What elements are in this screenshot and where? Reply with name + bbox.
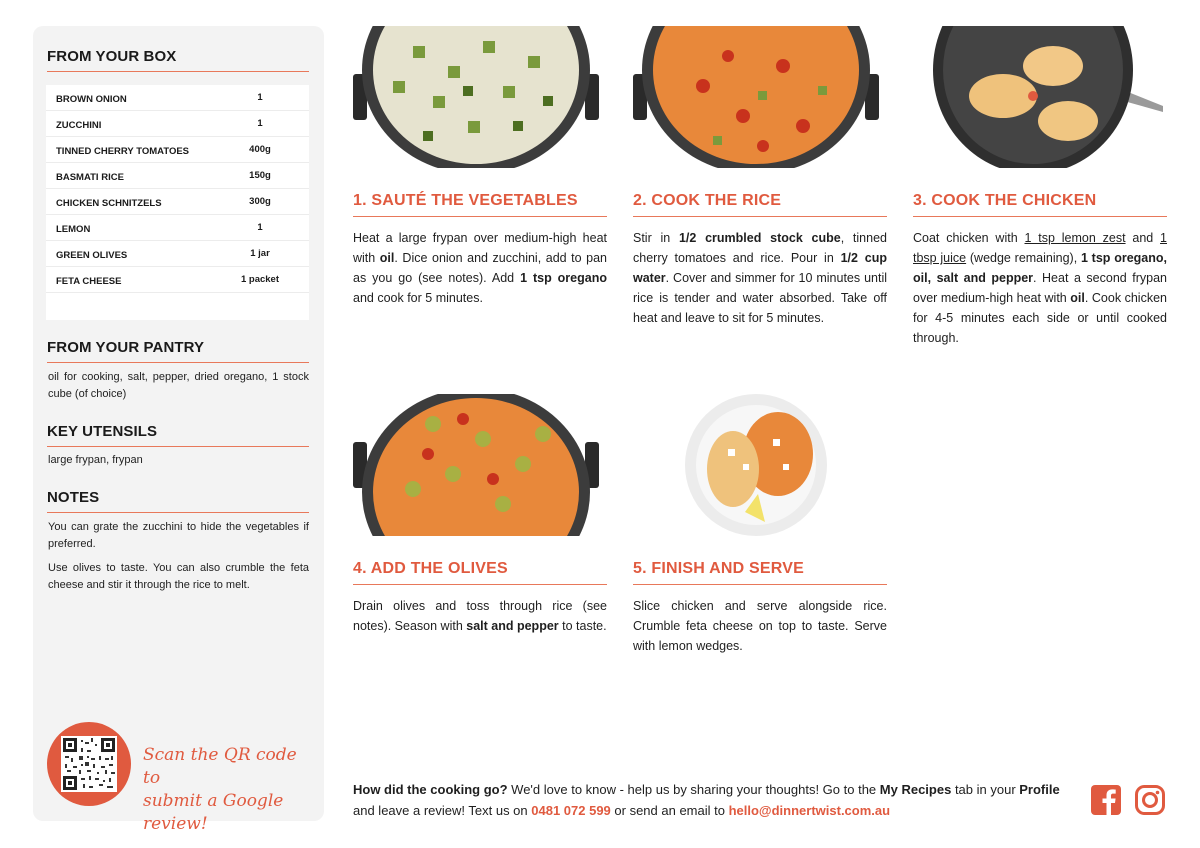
note-text: Use olives to taste. You can also crumble the feta cheese and stir it through the rice to melt. (48, 562, 309, 591)
contact-link[interactable]: hello@dinnertwist.com.au (728, 803, 891, 818)
bold-text: How did the cooking go? (353, 782, 508, 797)
step-3-title: 3. COOK THE CHICKEN (913, 192, 1097, 209)
table-row (46, 111, 309, 137)
text-segment: and leave a review! Text us on (353, 803, 532, 818)
bold-text: 1 tsp oregano (520, 271, 607, 285)
step-1-body (353, 228, 607, 308)
underlined-text: 1 tsp lemon zest (1024, 231, 1126, 245)
bold-text: oil (379, 251, 395, 265)
ingredient-name: BASMATI RICE (56, 172, 124, 183)
table-row (46, 267, 309, 293)
ingredient-qty: 1 (257, 118, 263, 129)
ingredient-qty: 1 (257, 222, 263, 233)
text-segment: Coat chicken with (913, 231, 1025, 245)
ingredient-qty: 150g (249, 170, 271, 181)
bold-text: My Recipes (879, 782, 952, 797)
underlined-text: 1 tbsp juice (913, 231, 1167, 265)
ingredient-name: CHICKEN SCHNITZELS (56, 198, 162, 209)
text-segment: or send an email to (610, 803, 729, 818)
text-segment: . Dice onion and zucchini, add to pan as you go (see notes). Add (353, 251, 608, 285)
qr-caption (143, 744, 313, 836)
bold-text: Profile (1019, 782, 1060, 797)
from-your-box-heading: FROM YOUR BOX (47, 48, 177, 65)
text-segment: and (1125, 231, 1161, 245)
step-1-title: 1. SAUTÉ THE VEGETABLES (353, 192, 578, 209)
step-4-photo (353, 394, 607, 536)
step-rule (633, 584, 887, 585)
step-2-body (633, 228, 887, 328)
from-your-pantry-heading: FROM YOUR PANTRY (47, 339, 205, 356)
table-row (46, 189, 309, 215)
box-ingredients-table (46, 85, 309, 320)
step-rule (633, 216, 887, 217)
step-4-body (353, 596, 607, 636)
heading-rule (47, 71, 309, 72)
step-5-title: 5. FINISH AND SERVE (633, 560, 804, 577)
bold-text: 1/2 cup water (633, 251, 887, 285)
text-segment: . Cook chicken for 4-5 minutes each side or until cooked through. (913, 291, 1167, 345)
ingredient-qty: 400g (249, 144, 271, 155)
step-rule (353, 584, 607, 585)
step-3-photo (913, 26, 1167, 168)
step-rule (353, 216, 607, 217)
ingredient-name: LEMON (56, 224, 91, 235)
step-2-title: 2. COOK THE RICE (633, 192, 782, 209)
text-segment: Slice chicken and serve alongside rice. Crumble feta cheese on top to taste. Serve with lemon wedges. (633, 599, 887, 653)
text-segment: to taste. (558, 619, 607, 633)
table-row (46, 137, 309, 163)
step-1-photo (353, 26, 607, 168)
ingredient-name: TINNED CHERRY TOMATOES (56, 146, 190, 157)
feedback-footer (353, 779, 1073, 821)
ingredient-qty: 300g (249, 196, 271, 207)
text-segment: Drain olives and toss through rice (see notes). Season with (353, 599, 607, 633)
note-text: You can grate the zucchini to hide the vegetables if preferred. (48, 521, 309, 550)
ingredients-sidebar (33, 26, 324, 834)
key-utensils-heading: KEY UTENSILS (47, 423, 158, 440)
table-row (46, 163, 309, 189)
step-5-photo (633, 394, 887, 536)
text-segment: . Heat a second frypan over medium-high heat with (913, 271, 1167, 305)
contact-link[interactable]: 0481 072 599 (531, 803, 611, 818)
ingredient-name: BROWN ONION (56, 94, 127, 105)
ingredient-name: FETA CHEESE (56, 276, 122, 287)
step-3-body (913, 228, 1167, 348)
utensils-text: large frypan, frypan (48, 454, 143, 466)
step-rule (913, 216, 1167, 217)
ingredient-name: ZUCCHINI (56, 120, 102, 131)
text-segment: (wedge remaining), (966, 251, 1081, 265)
bold-text: salt and pepper (466, 619, 559, 633)
step-5-body (633, 596, 887, 656)
table-row (46, 215, 309, 241)
text-segment: , tinned cherry tomatoes and rice. Pour in (633, 231, 887, 265)
qr-code-icon[interactable] (61, 736, 117, 792)
text-segment: Heat a large frypan over medium-high heat with (353, 231, 607, 265)
step-4-title: 4. ADD THE OLIVES (353, 560, 508, 577)
pantry-text: oil for cooking, salt, pepper, dried oregano, 1 stock cube (of choice) (48, 371, 309, 400)
qr-caption-line: submit a Google review! (143, 791, 284, 834)
table-row (46, 85, 309, 111)
qr-badge (47, 722, 131, 806)
bold-text: 1/2 crumbled stock cube (678, 231, 841, 245)
text-segment: . Cover and simmer for 10 minutes until rice is tender and water absorbed. Take off heat and leave to sit for 5 minutes. (633, 271, 887, 325)
notes-heading: NOTES (47, 489, 100, 506)
text-segment: We'd love to know - help us by sharing your thoughts! Go to the (507, 782, 880, 797)
heading-rule (47, 446, 309, 447)
qr-caption-line: Scan the QR code to (143, 745, 297, 788)
instagram-icon[interactable] (1134, 784, 1166, 816)
bold-text: 1 tsp oregano, oil, salt and pepper (913, 251, 1167, 285)
table-row (46, 241, 309, 267)
bold-text: oil (1070, 291, 1085, 305)
ingredient-qty: 1 packet (240, 274, 280, 285)
step-2-photo (633, 26, 887, 168)
ingredient-name: GREEN OLIVES (56, 250, 128, 261)
heading-rule (47, 512, 309, 513)
ingredient-qty: 1 (257, 92, 263, 103)
ingredient-qty: 1 jar (250, 248, 270, 259)
heading-rule (47, 362, 309, 363)
text-segment: and cook for 5 minutes. (353, 291, 483, 305)
text-segment: tab in your (951, 782, 1020, 797)
text-segment: Stir in (633, 231, 679, 245)
facebook-icon[interactable] (1090, 784, 1122, 816)
